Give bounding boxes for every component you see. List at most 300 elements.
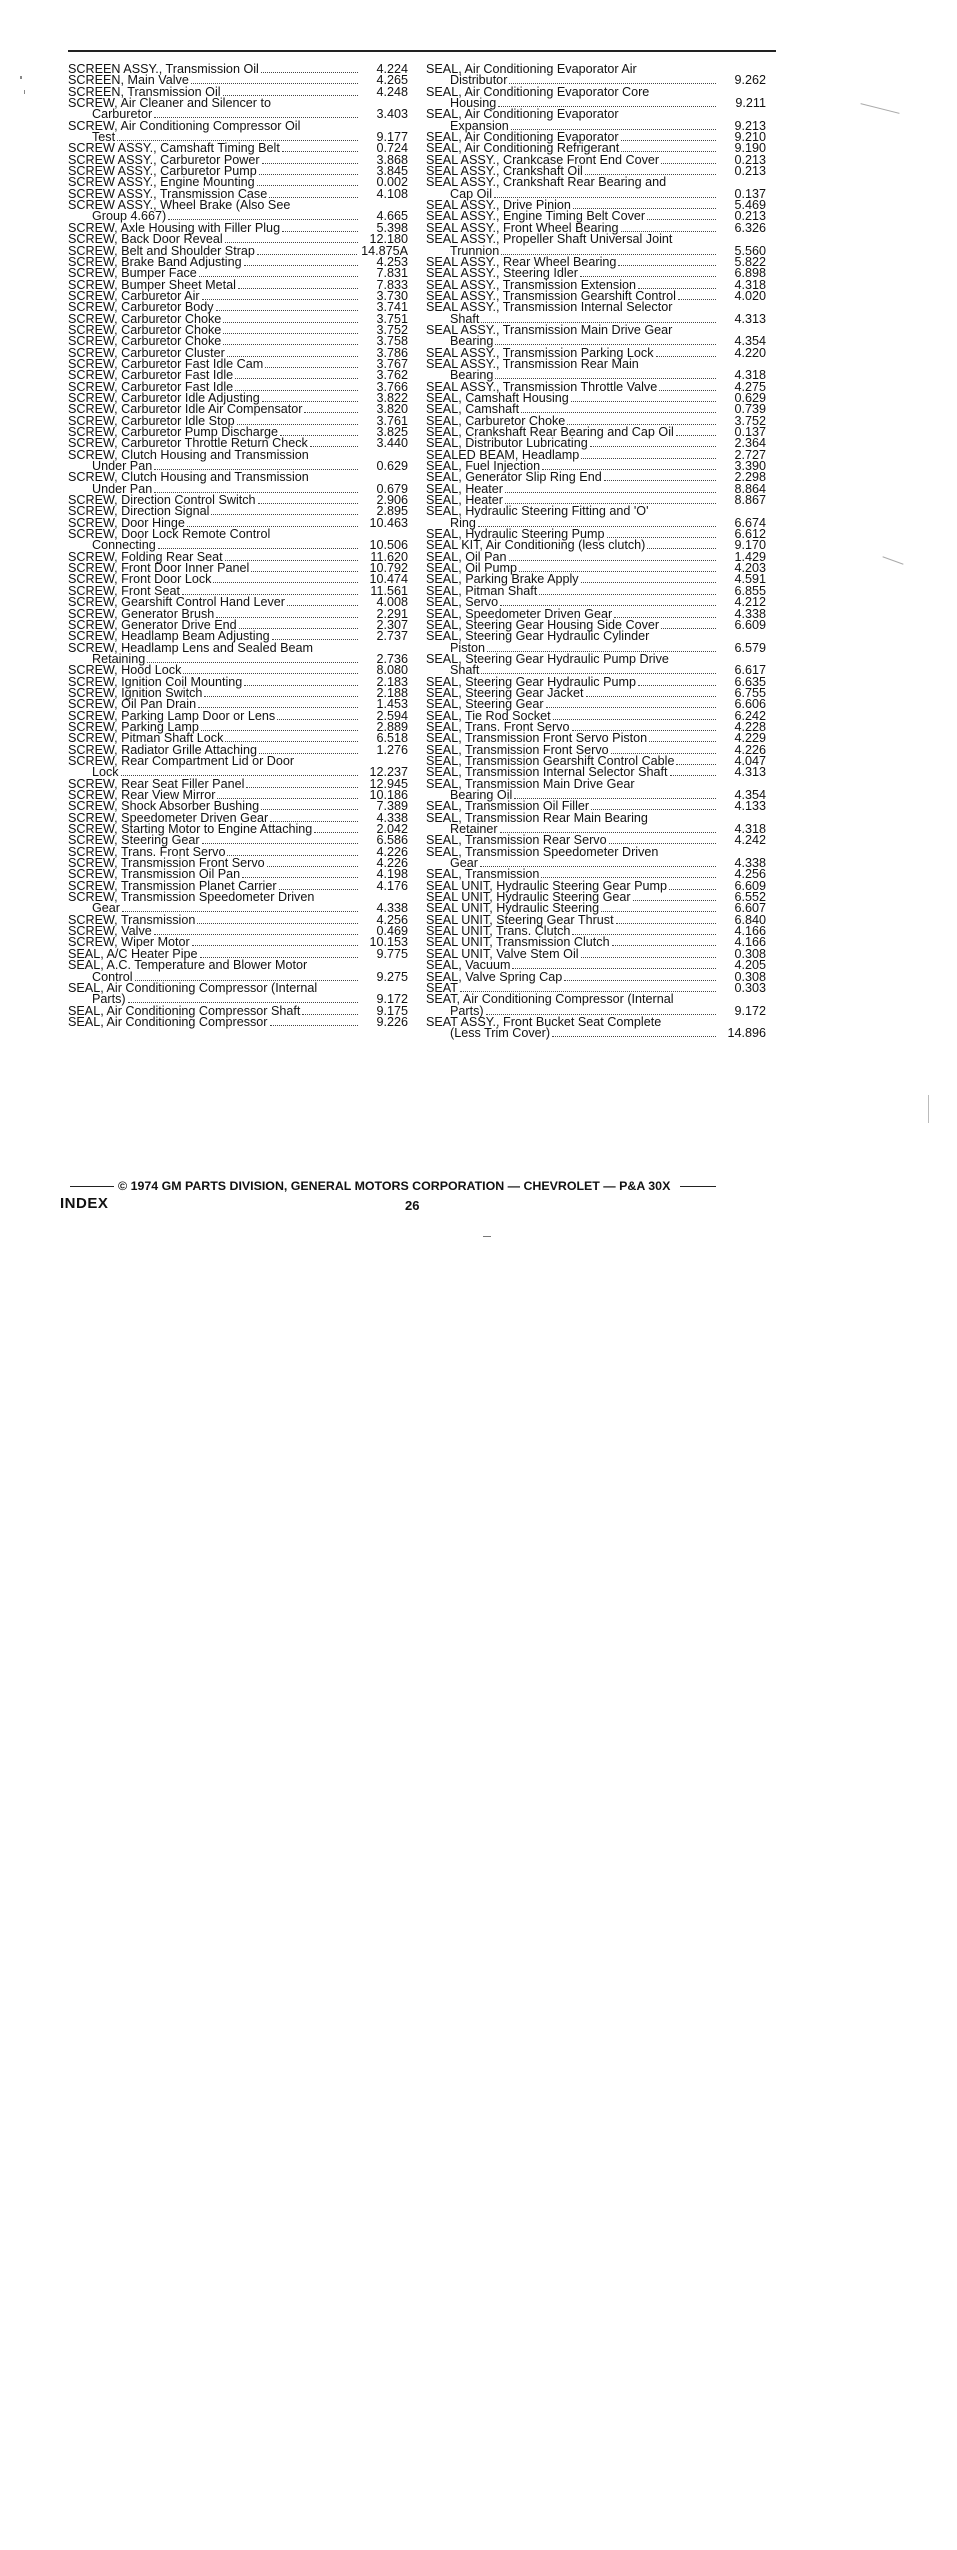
entry-label: SEAL, Air Conditioning Evaporator Core [426, 84, 650, 99]
group-number: 5.398 [376, 220, 408, 235]
leader-dots [586, 696, 716, 697]
group-number: 0.137 [734, 186, 766, 201]
leader-dots [649, 741, 716, 742]
entry-label: SCREW, Carburetor Choke [68, 334, 222, 349]
entry-label: SEAL, A/C Heater Pipe [68, 946, 198, 961]
entry-label: SEAL, Air Conditioning Compressor Shaft [68, 1003, 301, 1018]
group-number: 6.612 [734, 527, 766, 542]
index-entry [68, 640, 408, 666]
group-number: 4.220 [734, 345, 766, 360]
entry-label-continued: Retainer [450, 822, 498, 837]
group-number: 0.213 [734, 164, 766, 179]
entry-label: SEAL UNIT, Trans. Clutch [426, 924, 571, 939]
entry-label: SEAL, Transmission Oil Filler [426, 799, 590, 814]
entry-label: SCREW, Starting Motor to Engine Attaching [68, 822, 313, 837]
entry-label: SEAL, Valve Spring Cap [426, 969, 563, 984]
leader-dots [571, 401, 716, 402]
index-entry [426, 1014, 766, 1041]
entry-label: SEAL, Camshaft [426, 402, 520, 417]
entry-label: SEAL, Steering Gear Housing Side Cover [426, 617, 660, 632]
group-number: 8.080 [376, 663, 408, 678]
group-number: 4.338 [376, 810, 408, 825]
group-number: 5.469 [734, 198, 766, 213]
entry-label: SCREW, Speedometer Driven Gear [68, 810, 269, 825]
entry-label: SEAL ASSY., Transmission Throttle Valve [426, 379, 658, 394]
group-number: 6.840 [734, 912, 766, 927]
index-entry [68, 753, 408, 780]
entry-label: SEAL ASSY., Rear Wheel Bearing [426, 254, 617, 269]
group-number: 9.172 [734, 1003, 766, 1018]
entry-label: SEAL ASSY., Transmission Extension [426, 277, 637, 292]
leader-dots [246, 787, 358, 788]
footer-dash-left [70, 1186, 114, 1187]
index-entry [68, 98, 408, 121]
group-number: 2.737 [376, 629, 408, 644]
entry-label: SCREW, Carburetor Idle Stop [68, 413, 235, 428]
entry-label: SCREW, Carburetor Fast Idle Cam [68, 356, 264, 371]
group-number: 2.183 [376, 674, 408, 689]
entry-label-continued: Parts) [450, 1003, 484, 1018]
entry-label: SEAL, Carburetor Choke [426, 413, 566, 428]
group-number: 6.326 [734, 220, 766, 235]
entry-label: SEAL, Fuel Injection [426, 459, 541, 474]
group-number: 9.177 [376, 130, 408, 145]
scan-pencil-mark [882, 556, 903, 564]
group-number: 0.629 [734, 390, 766, 405]
group-number: 6.552 [734, 890, 766, 905]
entry-line [426, 1028, 766, 1039]
entry-label-continued: Shaft [450, 311, 480, 326]
group-number: 3.825 [376, 425, 408, 439]
entry-label: SCREW, Air Cleaner and Silencer to [68, 96, 271, 111]
entry-label: SEAL, Air Conditioning Evaporator [426, 130, 619, 145]
entry-label: SCREW, Belt and Shoulder Strap [68, 243, 255, 258]
entry-label: SCREW ASSY., Wheel Brake (Also See [68, 198, 291, 213]
entry-label: SEALED BEAM, Headlamp [426, 447, 580, 462]
entry-label: SEAL, Transmission Speedometer Driven [426, 844, 659, 859]
group-number: 4.253 [376, 254, 408, 269]
entry-label: SCREW, Rear Compartment Lid or Door [68, 753, 295, 768]
entry-label-continued: Distributor [450, 73, 508, 88]
group-number: 3.730 [376, 288, 408, 303]
entry-label: SCREW, Rear View Mirror [68, 788, 216, 802]
bottom-tick-mark [483, 1236, 491, 1237]
group-number: 4.275 [734, 379, 766, 394]
entry-label: SEAL UNIT, Valve Stem Oil [426, 946, 579, 961]
entry-label: SCREW, Carburetor Throttle Return Check [68, 436, 308, 451]
leader-dots [244, 685, 358, 686]
left-index-column [68, 64, 408, 1028]
entry-label: SCREW, Gearshift Control Hand Lever [68, 595, 285, 610]
entry-label: SCREEN, Main Valve [68, 73, 189, 88]
leader-dots [621, 140, 716, 141]
entry-label: SEAL, Air Conditioning Refrigerant [426, 141, 620, 156]
group-number: 6.635 [734, 674, 766, 689]
entry-label: SCREW, Carburetor Idle Air Compensator [68, 402, 303, 417]
entry-label: SCREW, Air Conditioning Compressor Oil [68, 118, 301, 133]
leader-dots [302, 1014, 358, 1015]
leader-dots [202, 299, 358, 300]
entry-label: SEAL, Servo [426, 595, 499, 610]
entry-label: SCREW, Door Lock Remote Control [68, 527, 271, 542]
leader-dots [282, 151, 358, 152]
group-number: 9.170 [734, 538, 766, 553]
group-number: 6.607 [734, 901, 766, 916]
entry-label: SEAL, Oil Pump [426, 561, 517, 576]
leader-dots [669, 889, 716, 890]
entry-label: SEAL, Air Conditioning Compressor [68, 1014, 268, 1029]
index-entry [426, 64, 766, 87]
entry-label: SEAL, Heater [426, 493, 504, 508]
group-number: 1.276 [376, 742, 408, 757]
group-number: 9.175 [376, 1003, 408, 1018]
entry-label: SCREEN, Transmission Oil [68, 84, 221, 99]
leader-dots [262, 163, 358, 164]
leader-dots [251, 571, 358, 572]
entry-label: SCREW, Transmission [68, 912, 196, 927]
group-number: 4.203 [734, 561, 766, 576]
entry-label: SEAL ASSY., Drive Pinion [426, 198, 571, 213]
entry-label-continued: Connecting [92, 538, 156, 553]
group-number: 6.755 [734, 685, 766, 700]
group-number: 4.108 [376, 186, 408, 201]
group-number: 10.474 [369, 572, 408, 587]
group-number: 4.591 [734, 572, 766, 587]
entry-label: SCREW, Back Door Reveal [68, 232, 223, 247]
group-number: 6.617 [734, 663, 766, 678]
group-number: 8.864 [734, 481, 766, 496]
entry-label-continued: Ring [450, 515, 476, 530]
group-number: 4.665 [376, 209, 408, 224]
group-number: 4.229 [734, 731, 766, 746]
entry-line [68, 118, 408, 133]
group-number: 12.180 [369, 232, 408, 247]
index-entry [426, 109, 766, 132]
entry-label: SEAL, Transmission Main Drive Gear [426, 776, 635, 791]
entry-label: SEAL, Steering Gear Hydraulic Pump [426, 674, 636, 689]
group-number: 3.390 [734, 459, 766, 474]
index-entry [68, 472, 408, 495]
entry-label: SCREW, Parking Lamp Door or Lens [68, 708, 276, 723]
group-number: 2.895 [376, 504, 408, 519]
entry-label: SCREW, Carburetor Idle Adjusting [68, 390, 260, 405]
entry-label: SCREW, Transmission Planet Carrier [68, 878, 277, 893]
group-number: 4.020 [734, 288, 766, 303]
leader-dots [216, 310, 358, 311]
group-number: 8.867 [734, 493, 766, 508]
group-number: 4.205 [734, 958, 766, 973]
group-number: 10.186 [369, 788, 408, 802]
group-number: 4.242 [734, 833, 766, 848]
group-number: 3.822 [376, 390, 408, 405]
group-number: 3.751 [376, 311, 408, 326]
index-entry [426, 994, 766, 1017]
group-number: 9.172 [376, 992, 408, 1007]
entry-label: SCREW, Valve [68, 924, 152, 939]
entry-label: SCREW, Ignition Switch [68, 685, 203, 700]
index-entry [426, 84, 766, 111]
entry-label: SCREW, Radiator Grille Attaching [68, 742, 257, 757]
entry-line [426, 506, 766, 517]
entry-label: SEAL, Transmission Gearshift Control Cable [426, 753, 675, 768]
leader-dots [678, 299, 716, 300]
entry-label-continued: Gear [92, 901, 120, 916]
entry-label: SCREW, Bumper Face [68, 266, 197, 281]
entry-label: SCREW, Direction Control Switch [68, 493, 256, 508]
entry-label: SCREW, Steering Gear [68, 833, 200, 848]
entry-label: SCREW ASSY., Carburetor Pump [68, 164, 257, 179]
group-number: 2.188 [376, 685, 408, 700]
entry-label: SCREW, Front Door Lock [68, 572, 212, 587]
entry-label-continued: Retaining [92, 651, 146, 666]
entry-label: SEAL, Steering Gear Hydraulic Pump Drive [426, 651, 669, 666]
entry-line [426, 969, 766, 984]
leader-dots [618, 265, 716, 266]
entry-label: SCREW, Shock Absorber Bushing [68, 799, 260, 814]
group-number: 7.389 [376, 799, 408, 814]
entry-label: SCREW, Parking Lamp [68, 719, 199, 734]
group-number: 2.298 [734, 470, 766, 485]
group-number: 14.896 [727, 1026, 766, 1041]
leader-dots [656, 356, 717, 357]
footer-dash-right [680, 1186, 716, 1187]
entry-label: SEAL, Transmission Front Servo Piston [426, 731, 648, 746]
scan-speck [20, 76, 22, 79]
leader-dots [259, 174, 358, 175]
entry-label: SCREW, Transmission Oil Pan [68, 867, 241, 882]
leader-dots [601, 911, 716, 912]
index-entry [426, 810, 766, 837]
group-number: 2.364 [734, 436, 766, 451]
leader-dots [670, 775, 717, 776]
scan-pencil-mark [928, 1095, 929, 1123]
leader-dots [581, 957, 716, 958]
entry-label: SEAL ASSY., Steering Idler [426, 266, 578, 281]
scan-pencil-mark [860, 103, 899, 114]
index-entry [426, 969, 766, 984]
leader-dots [659, 390, 716, 391]
leader-dots [235, 378, 358, 379]
group-number: 4.047 [734, 753, 766, 768]
leader-dots [213, 582, 358, 583]
entry-label: SCREW, Carburetor Cluster [68, 345, 225, 360]
group-number: 6.609 [734, 878, 766, 893]
entry-label: SEAL, Transmission Rear Main Bearing [426, 810, 648, 825]
leader-dots [500, 605, 716, 606]
entry-label: SCREW, Carburetor Choke [68, 311, 222, 326]
index-entry [426, 302, 766, 325]
leader-dots [676, 764, 716, 765]
entry-label: SEAL, Generator Slip Ring End [426, 470, 602, 485]
group-number: 9.213 [734, 118, 766, 133]
leader-dots [539, 594, 716, 595]
leader-dots [661, 163, 716, 164]
leader-dots [661, 628, 716, 629]
group-number: 6.855 [734, 583, 766, 598]
group-number: 5.560 [734, 243, 766, 258]
entry-label: SEAL, Transmission [426, 867, 540, 882]
entry-label: SEAL, Transmission Front Servo [426, 742, 609, 757]
group-number: 3.820 [376, 402, 408, 417]
group-number: 4.313 [734, 311, 766, 326]
group-number: 0.724 [376, 141, 408, 156]
group-number: 2.594 [376, 708, 408, 723]
group-number: 0.679 [376, 481, 408, 496]
entry-label: SEAL ASSY., Engine Timing Belt Cover [426, 209, 646, 224]
entry-label: SEAL ASSY., Transmission Parking Lock [426, 345, 654, 360]
leader-dots [505, 492, 716, 493]
group-number: 4.008 [376, 595, 408, 610]
group-number: 4.318 [734, 368, 766, 383]
group-number: 3.786 [376, 345, 408, 360]
index-entry [426, 844, 766, 871]
entry-line [68, 753, 408, 768]
entry-label-continued: Control [92, 969, 133, 984]
leader-dots [267, 866, 358, 867]
entry-label: SEAL ASSY., Propeller Shaft Universal Joint [426, 232, 673, 247]
entry-label: SEAL, Steering Gear Jacket [426, 685, 584, 700]
group-number: 4.318 [734, 822, 766, 837]
entry-label: SEAL, Oil Pan [426, 549, 507, 564]
group-number: 4.354 [734, 788, 766, 802]
group-number: 4.166 [734, 935, 766, 950]
group-number: 6.898 [734, 266, 766, 281]
entry-label: SCREW, Carburetor Choke [68, 322, 222, 337]
group-number: 0.303 [734, 980, 766, 995]
entry-label: SCREW, Bumper Sheet Metal [68, 277, 236, 292]
footer-copyright-line [66, 1179, 778, 1193]
entry-label: SEAL, Speedometer Driven Gear [426, 606, 613, 621]
entry-label: SEAL KIT, Air Conditioning (less clutch) [426, 538, 646, 553]
group-number: 4.313 [734, 765, 766, 780]
entry-label: SEAL ASSY., Transmission Rear Main [426, 356, 639, 371]
leader-dots [258, 503, 358, 504]
entry-label: SCREW, Carburetor Body [68, 300, 214, 315]
entry-label: SEAL, Air Conditioning Compressor (Internal [68, 980, 318, 995]
group-number: 10.153 [369, 935, 408, 950]
group-number: 0.213 [734, 152, 766, 167]
group-number: 6.518 [376, 731, 408, 746]
group-number: 3.403 [376, 107, 408, 122]
entry-label-continued: Piston [450, 640, 486, 655]
group-number: 12.237 [369, 765, 408, 780]
entry-label: SCREW ASSY., Carburetor Power [68, 152, 260, 167]
entry-label: SEAL ASSY., Front Wheel Bearing [426, 220, 619, 235]
entry-label-continued: Bearing [450, 368, 494, 383]
entry-label: SEAL, Vacuum [426, 958, 511, 973]
entry-label: SCREW, Headlamp Beam Adjusting [68, 629, 270, 644]
group-number: 4.228 [734, 719, 766, 734]
index-entry [426, 322, 766, 349]
entry-label: SCREW, Hood Lock [68, 663, 182, 678]
group-number: 9.211 [735, 96, 766, 111]
entry-label-continued: Test [92, 130, 116, 145]
group-number: 0.739 [734, 402, 766, 417]
leader-dots [647, 219, 716, 220]
entry-label: SEAT ASSY., Front Bucket Seat Complete [426, 1014, 662, 1029]
group-number: 12.945 [369, 776, 408, 791]
entry-label: SEAT [426, 980, 458, 995]
leader-dots [647, 548, 716, 549]
entry-label: SCREW, Generator Drive End [68, 617, 237, 632]
index-entry [68, 1014, 408, 1029]
index-entry [426, 631, 766, 654]
top-rule [68, 50, 776, 52]
entry-label-continued: Under Pan [92, 481, 153, 496]
group-number: 0.137 [734, 425, 766, 439]
entry-label: SEAL, Hydraulic Steering Fitting and 'O' [426, 504, 649, 519]
leader-dots [257, 254, 357, 255]
entry-label: SEAL, A.C. Temperature and Blower Motor [68, 958, 308, 973]
index-entry [68, 200, 408, 223]
entry-label: SEAL, Heater [426, 481, 504, 496]
leader-dots [223, 333, 358, 334]
entry-label: SCREW, Axle Housing with Filler Plug [68, 220, 281, 235]
entry-label: SCREW, Transmission Front Servo [68, 856, 265, 871]
group-number: 3.440 [376, 436, 408, 451]
entry-label: SEAL, Steering Gear [426, 697, 544, 712]
leader-dots [676, 435, 716, 436]
entry-label: SCREW, Headlamp Lens and Sealed Beam [68, 640, 314, 655]
entry-label: SEAL, Steering Gear Hydraulic Cylinder [426, 629, 650, 644]
entry-label: SCREW, Trans. Front Servo [68, 844, 226, 859]
group-number: 9.190 [734, 141, 766, 156]
group-number: 4.198 [376, 867, 408, 882]
group-number: 11.561 [370, 583, 408, 598]
leader-dots [616, 923, 716, 924]
group-number: 6.242 [734, 708, 766, 723]
index-entry [426, 506, 766, 529]
entry-label: SEAL, Transmission Internal Selector Shaft [426, 765, 668, 780]
entry-label: SEAL ASSY., Crankcase Front End Cover [426, 152, 660, 167]
entry-label: SEAT, Air Conditioning Compressor (Internal [426, 992, 674, 1007]
group-number: 3.752 [376, 322, 408, 337]
entry-label: SEAL, Distributor Lubricating [426, 436, 588, 451]
scan-speck [24, 90, 25, 94]
entry-label: SCREW ASSY., Transmission Case [68, 186, 268, 201]
leader-dots [216, 617, 358, 618]
entry-label: SCREW, Folding Rear Seat [68, 549, 223, 564]
entry-label-continued: Expansion [450, 118, 509, 133]
entry-label: SCREW, Carburetor Fast Idle [68, 368, 234, 383]
entry-label: SEAL, Tie Rod Socket [426, 708, 551, 723]
leader-dots [265, 367, 358, 368]
group-number: 2.906 [376, 493, 408, 508]
entry-label-continued: Cap Oil [450, 186, 492, 201]
group-number: 2.736 [376, 651, 408, 666]
entry-label: SCREEN ASSY., Transmission Oil [68, 62, 259, 76]
entry-label: SEAL, Camshaft Housing [426, 390, 569, 405]
entry-label: SEAL UNIT, Hydraulic Steering Gear [426, 890, 631, 905]
group-number: 4.226 [376, 856, 408, 871]
entry-label-continued: Trunnion [450, 243, 500, 258]
entry-label: SCREW, Ignition Coil Mounting [68, 674, 243, 689]
leader-dots [282, 231, 358, 232]
group-number: 14.875A [361, 243, 408, 258]
index-entry [426, 234, 766, 257]
index-label: INDEX [60, 1195, 109, 1212]
group-number: 9.210 [734, 130, 766, 145]
group-number: 4.338 [734, 606, 766, 621]
entry-label: SCREW, Oil Pan Drain [68, 697, 197, 712]
group-number: 4.176 [376, 878, 408, 893]
group-number: 2.889 [376, 719, 408, 734]
group-number: 6.606 [734, 697, 766, 712]
entry-label-continued: Shaft [450, 663, 480, 678]
entry-label: SEAL ASSY., Transmission Main Drive Gear [426, 322, 673, 337]
group-number: 4.265 [376, 73, 408, 88]
entry-label-continued: Under Pan [92, 459, 153, 474]
